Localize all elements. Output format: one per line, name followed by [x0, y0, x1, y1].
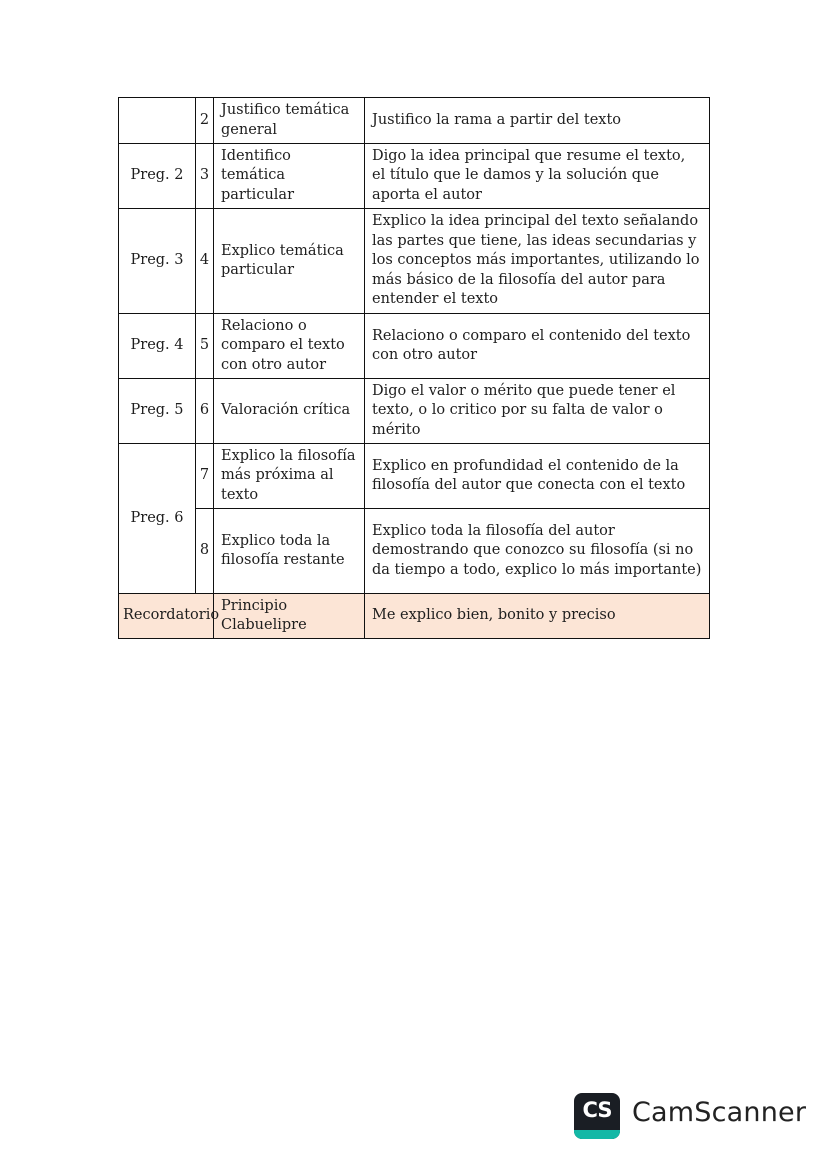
question-cell	[119, 98, 196, 144]
topic-cell: Explico la filosofía más próxima al texto	[214, 444, 365, 509]
description-cell: Explico la idea principal del texto señalando las partes que tiene, las ideas secundarias y los conceptos más importantes, utilizando lo más básico de la filosofía del autor para entender el texto	[365, 209, 710, 314]
reminder-row	[119, 594, 710, 639]
topic-cell: Relaciono o comparo el texto con otro autor	[214, 314, 365, 379]
question-cell: Preg. 6	[119, 444, 196, 594]
description-cell: Digo el valor o mérito que puede tener el texto, o lo critico por su falta de valor o mérito	[365, 379, 710, 444]
description-cell: Explico toda la filosofía del autor demostrando que conozco su filosofía (si no da tiempo a todo, explico lo más importante)	[365, 509, 710, 594]
table-row	[119, 509, 710, 594]
topic-cell: Explico toda la filosofía restante	[214, 509, 365, 594]
step-number: 7	[196, 444, 214, 509]
description-cell: Relaciono o comparo el contenido del texto con otro autor	[365, 314, 710, 379]
camscanner-watermark: CamScanner	[632, 1097, 807, 1128]
step-number: 3	[196, 144, 214, 209]
question-cell: Preg. 3	[119, 209, 196, 314]
camscanner-logo-icon	[574, 1093, 620, 1139]
table-row	[119, 444, 710, 509]
table-row	[119, 98, 710, 144]
camscanner-logo-text: CS	[582, 1098, 612, 1122]
table-row	[119, 379, 710, 444]
table-row	[119, 209, 710, 314]
step-number: 4	[196, 209, 214, 314]
question-cell: Preg. 4	[119, 314, 196, 379]
table-row	[119, 314, 710, 379]
description-cell: Justifico la rama a partir del texto	[365, 98, 710, 144]
topic-cell: Explico temática particular	[214, 209, 365, 314]
description-cell: Digo la idea principal que resume el texto, el título que le damos y la solución que aporta el autor	[365, 144, 710, 209]
step-number: 8	[196, 509, 214, 594]
step-number: 6	[196, 379, 214, 444]
question-cell: Preg. 5	[119, 379, 196, 444]
reminder-description: Me explico bien, bonito y preciso	[365, 594, 710, 639]
topic-cell: Identifico temática particular	[214, 144, 365, 209]
criteria-table	[118, 97, 710, 639]
topic-cell: Justifico temática general	[214, 98, 365, 144]
description-cell: Explico en profundidad el contenido de la filosofía del autor que conecta con el texto	[365, 444, 710, 509]
camscanner-logo-accent	[574, 1130, 620, 1139]
question-cell: Preg. 2	[119, 144, 196, 209]
step-number: 5	[196, 314, 214, 379]
topic-cell: Valoración crítica	[214, 379, 365, 444]
table-row	[119, 144, 710, 209]
reminder-label: Recordatorio	[119, 594, 214, 639]
step-number: 2	[196, 98, 214, 144]
reminder-topic: Principio Clabuelipre	[214, 594, 365, 639]
